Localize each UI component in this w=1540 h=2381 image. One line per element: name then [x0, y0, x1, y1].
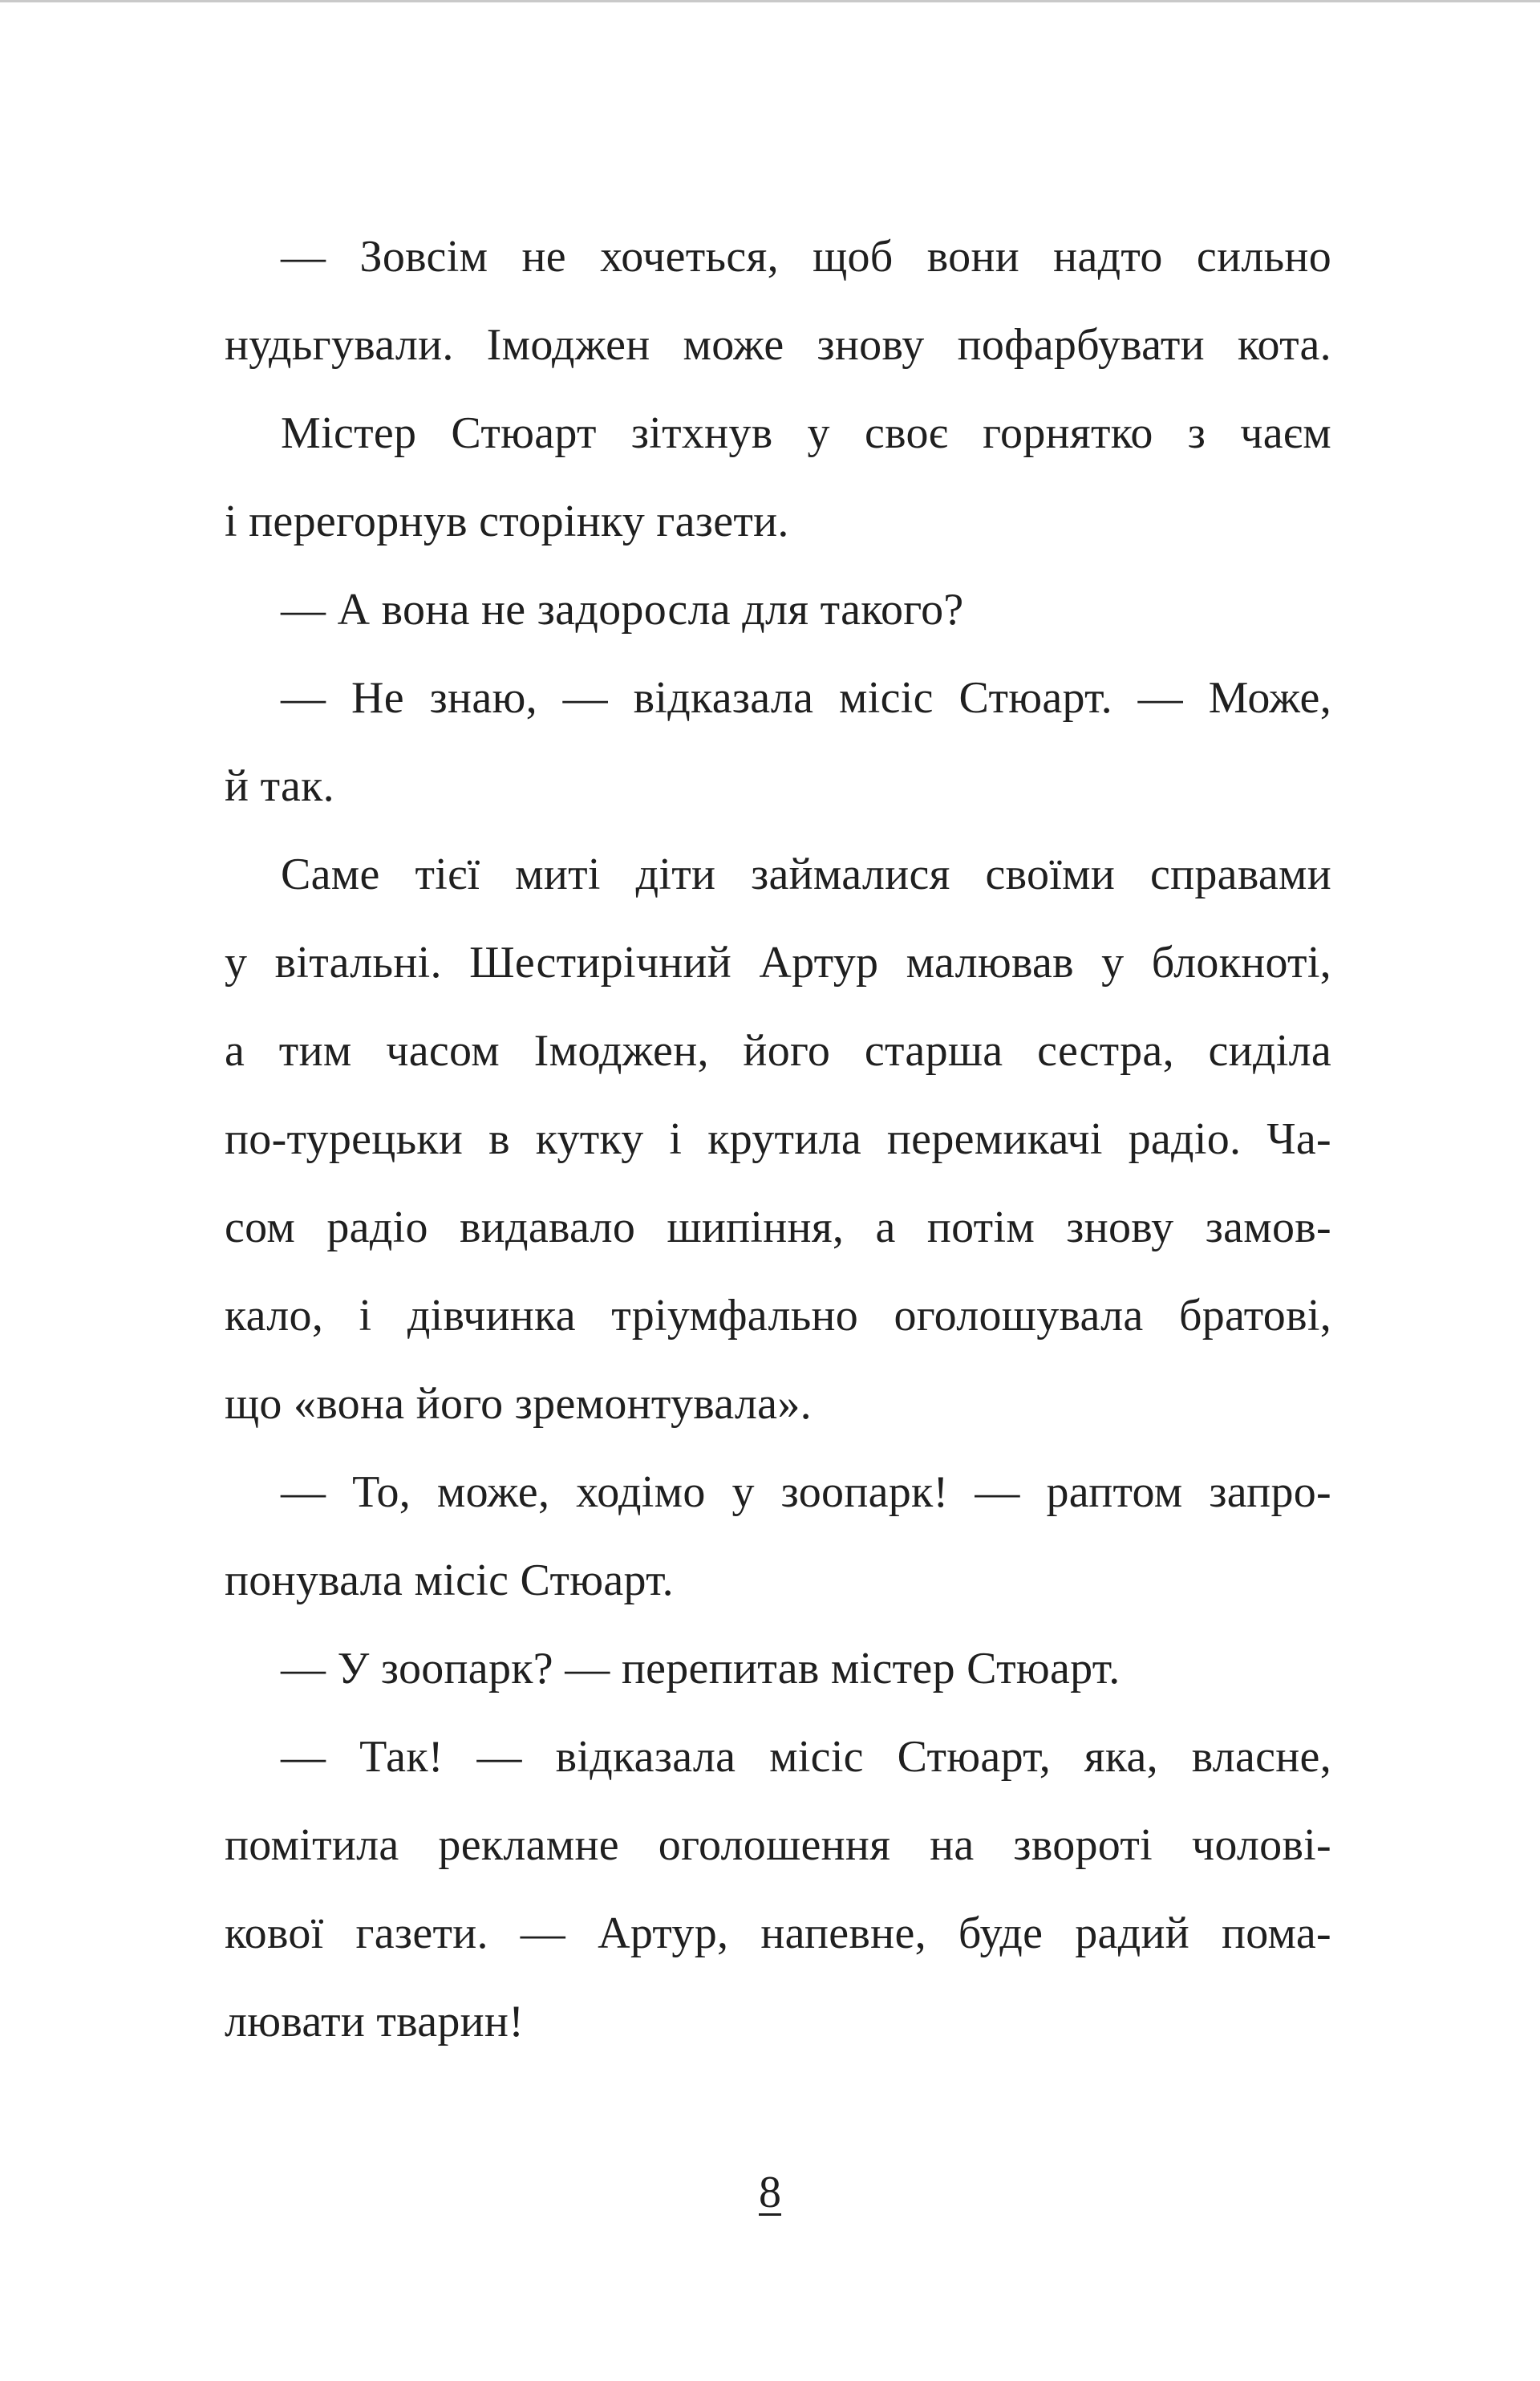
- text-line: понувала місіс Стюарт.: [225, 1556, 674, 1605]
- text-line: — У зоопарк? — перепитав містер Стюарт.: [281, 1644, 1121, 1693]
- text-line: — Зовсім не хочеться, щоб вони надто сильно: [281, 232, 1331, 282]
- top-border: [0, 0, 1540, 2]
- body-text: [225, 213, 1331, 2066]
- text-line: Саме тієї миті діти займалися своїми справами: [281, 850, 1331, 899]
- text-line: кової газети. — Артур, напевне, буде радий пома-: [225, 1908, 1331, 1958]
- text-line: помітила рекламне оголошення на звороті чолові-: [225, 1820, 1331, 1870]
- text-line: по-турецьки в кутку і крутила перемикачі радіо. Ча-: [225, 1114, 1331, 1164]
- page-number: 8: [759, 2168, 781, 2217]
- text-line: — Не знаю, — відказала місіс Стюарт. — Може,: [281, 673, 1331, 723]
- text-line: й так.: [225, 761, 334, 811]
- text-line: нудьгували. Імоджен може знову пофарбувати кота.: [225, 320, 1331, 370]
- text-line: кало, і дівчинка тріумфально оголошувала братові,: [225, 1291, 1331, 1341]
- text-line: — То, може, ходімо у зоопарк! — раптом запро-: [281, 1467, 1331, 1517]
- text-line: і перегорнув сторінку газети.: [225, 497, 789, 546]
- text-line: Містер Стюарт зітхнув у своє горнятко з чаєм: [281, 408, 1331, 458]
- text-line: сом радіо видавало шипіння, а потім знову замов-: [225, 1203, 1331, 1252]
- text-line: а тим часом Імоджен, його старша сестра, сиділа: [225, 1026, 1331, 1076]
- text-line: у вітальні. Шестирічний Артур малював у блокноті,: [225, 938, 1331, 988]
- text-line: — Так! — відказала місіс Стюарт, яка, власне,: [281, 1732, 1331, 1782]
- text-line: що «вона його зремонтувала».: [225, 1379, 812, 1429]
- text-line: лювати тварин!: [225, 1997, 525, 2046]
- text-line: — А вона не задоросла для такого?: [281, 585, 964, 635]
